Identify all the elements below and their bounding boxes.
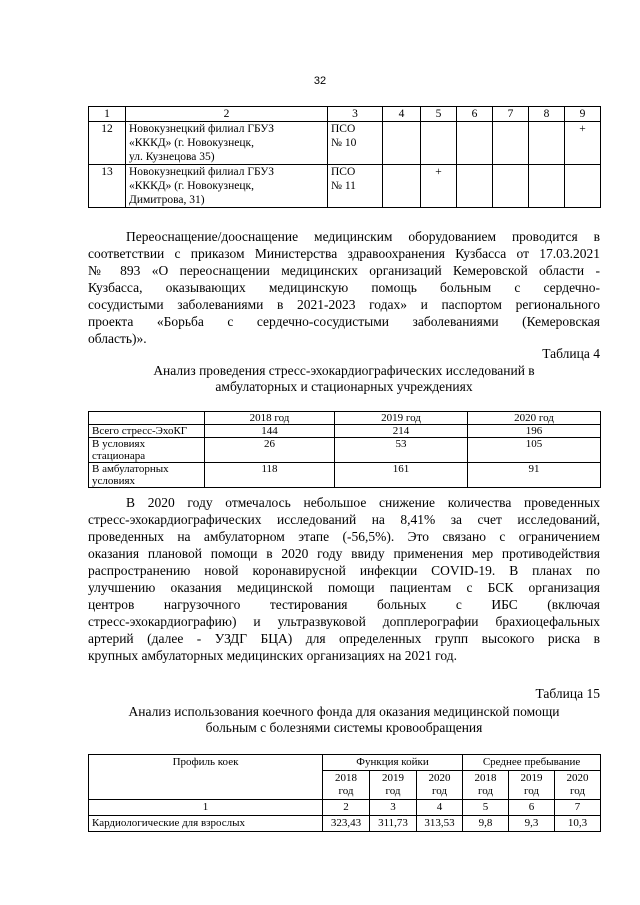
header-cell: 5: [421, 107, 457, 122]
text-line: сосудистыми заболеваниями в 2021-2023 годах» и паспортом регионального: [88, 297, 600, 312]
header-cell: 8: [529, 107, 565, 122]
year-unit: год: [385, 785, 401, 797]
text-line: стресс-эхокардиографию) и ультразвуковой допплерографии брахиоцефальных: [88, 614, 600, 629]
row-label-line: В условиях: [92, 438, 146, 450]
header-cell: 2020 год: [468, 412, 601, 425]
header-year-cell: [463, 771, 509, 800]
text-line: В 2020 году отмечалось небольшое снижение количества проведенных: [126, 495, 600, 510]
column-number: 7: [555, 800, 601, 816]
year-value: 2019: [520, 772, 543, 784]
value-cell: 311,73: [370, 816, 417, 832]
mark-cell: [529, 122, 565, 165]
page-number: 32: [313, 75, 327, 87]
table-title-line: Анализ проведения стресс-эхокардиографических исследований в: [153, 363, 535, 378]
bed-fund-table: [88, 754, 601, 832]
column-number: 3: [370, 800, 417, 816]
year-unit: год: [338, 785, 354, 797]
facility-type-line: ПСО: [331, 123, 356, 135]
column-number: 1: [89, 800, 323, 816]
value-cell: 313,53: [417, 816, 463, 832]
year-value: 2018: [474, 772, 497, 784]
row-label-line: стационара: [92, 450, 146, 462]
header-cell: 4: [383, 107, 421, 122]
table-row: [89, 425, 601, 438]
value-cell: 214: [335, 425, 468, 438]
table-row: [89, 463, 601, 488]
table-title: [88, 704, 600, 736]
value-cell: 9,8: [463, 816, 509, 832]
row-number: 12: [89, 122, 126, 165]
value-cell: 144: [205, 425, 335, 438]
table-label: Таблица 4: [542, 346, 600, 361]
table-header-row: [89, 107, 601, 122]
facility-name-line: «КККД» (г. Новокузнецк,: [129, 137, 254, 149]
row-label: Всего стресс-ЭхоКГ: [89, 425, 205, 438]
value-cell: 105: [468, 438, 601, 463]
paragraph-equipment: [88, 228, 600, 347]
year-unit: год: [570, 785, 586, 797]
mark-cell: [383, 165, 421, 208]
numbering-row: [89, 800, 601, 816]
text-line: Кузбасса, оказывающих медицинскую помощь больным с сердечно-: [88, 280, 600, 295]
table-title-line: Анализ использования коечного фонда для оказания медицинской помощи: [128, 704, 560, 719]
header-cell: 3: [328, 107, 383, 122]
paragraph-analysis: [88, 494, 600, 664]
value-cell: 323,43: [323, 816, 370, 832]
facility-type-cell: [328, 122, 383, 165]
header-year-cell: [509, 771, 555, 800]
stress-echo-table: [88, 411, 601, 488]
mark-cell: +: [421, 165, 457, 208]
value-cell: 53: [335, 438, 468, 463]
text-line: крупных амбулаторных медицинских организациях на 2021 год.: [88, 648, 457, 663]
year-value: 2018: [335, 772, 357, 784]
text-line: соответствии с приказом Министерства здравоохранения Кузбасса от 17.03.2021: [88, 246, 600, 261]
facility-type-line: № 10: [331, 137, 357, 149]
table-row: [89, 165, 601, 208]
year-unit: год: [524, 785, 540, 797]
mark-cell: [457, 122, 493, 165]
header-cell-group: Среднее пребывание: [463, 755, 601, 771]
header-cell: 7: [493, 107, 529, 122]
table-row: [89, 816, 601, 832]
facility-type-line: № 11: [331, 180, 356, 192]
table-header-row: [89, 412, 601, 425]
row-number: 13: [89, 165, 126, 208]
year-value: 2019: [382, 772, 404, 784]
year-value: 2020: [428, 772, 451, 784]
header-cell: 9: [565, 107, 601, 122]
mark-cell: [493, 122, 529, 165]
mark-cell: [457, 165, 493, 208]
text-line: Переоснащение/дооснащение медицинским оборудованием проводится в: [126, 229, 600, 244]
row-label: [89, 438, 205, 463]
value-cell: 196: [468, 425, 601, 438]
table-label: Таблица 15: [535, 686, 600, 701]
mark-cell: [493, 165, 529, 208]
table-row: [89, 438, 601, 463]
header-cell: [89, 412, 205, 425]
table-header-row: [89, 755, 601, 771]
text-line: область)».: [88, 331, 147, 346]
table-title-line: больным с болезнями системы кровообращения: [205, 720, 483, 735]
mark-cell: [565, 165, 601, 208]
facility-name-line: Новокузнецкий филиал ГБУЗ: [129, 166, 274, 178]
year-value: 2020: [566, 772, 589, 784]
profile-cell: Кардиологические для взрослых: [89, 816, 323, 832]
value-cell: 10,3: [555, 816, 601, 832]
column-number: 5: [463, 800, 509, 816]
header-cell: 1: [89, 107, 126, 122]
text-line: проекта «Борьба с сердечно-сосудистыми заболеваниями (Кемеровская: [88, 314, 600, 329]
facility-name-line: Новокузнецкий филиал ГБУЗ: [129, 123, 274, 135]
text-line: № 893 «О переоснащении медицинских организаций Кемеровской области -: [88, 263, 600, 278]
text-line: распространению новой коронавирусной инфекции COVID-19. В планах по: [88, 563, 600, 578]
column-number: 6: [509, 800, 555, 816]
value-cell: 91: [468, 463, 601, 488]
facility-name-cell: [126, 165, 328, 208]
mark-cell: [383, 122, 421, 165]
table-title: [88, 363, 600, 395]
text-line: проведенных на амбулаторном этапе (-56,5%). Это связано с ограничением: [88, 529, 600, 544]
value-cell: 26: [205, 438, 335, 463]
row-label: [89, 463, 205, 488]
facility-type-cell: [328, 165, 383, 208]
mark-cell: +: [565, 122, 601, 165]
header-cell-group: Функция койки: [323, 755, 463, 771]
header-cell: 6: [457, 107, 493, 122]
text-line: улучшению оказания медицинской помощи пациентам с БСК организация: [88, 580, 600, 595]
mark-cell: [421, 122, 457, 165]
facility-type-line: ПСО: [331, 166, 356, 178]
column-number: 2: [323, 800, 370, 816]
facility-name-cell: [126, 122, 328, 165]
header-year-cell: [555, 771, 601, 800]
header-cell: 2: [126, 107, 328, 122]
header-cell: 2018 год: [205, 412, 335, 425]
value-cell: 161: [335, 463, 468, 488]
text-line: стресс-эхокардиографических исследований на 8,41% за счет исследований,: [88, 512, 600, 527]
column-number: 4: [417, 800, 463, 816]
header-cell-profile: Профиль коек: [89, 755, 323, 800]
year-unit: год: [478, 785, 494, 797]
facility-name-line: «КККД» (г. Новокузнецк,: [129, 180, 254, 192]
header-cell: 2019 год: [335, 412, 468, 425]
header-year-cell: [370, 771, 417, 800]
facility-name-line: ул. Кузнецова 35): [129, 151, 215, 163]
mark-cell: [529, 165, 565, 208]
table-title-line: амбулаторных и стационарных учреждениях: [215, 379, 473, 394]
year-unit: год: [431, 785, 448, 797]
value-cell: 118: [205, 463, 335, 488]
text-line: центров нагрузочного тестирования больных с ИБС (включая: [88, 597, 600, 612]
header-year-cell: [417, 771, 463, 800]
continuation-table: [88, 106, 601, 208]
row-label-line: В амбулаторных: [92, 463, 169, 475]
row-label-line: условиях: [92, 475, 136, 487]
text-line: артерий (далее - УЗДГ БЦА) для определенных групп высокого риска в: [88, 631, 600, 646]
header-year-cell: [323, 771, 370, 800]
table-row: [89, 122, 601, 165]
text-line: оказания плановой помощи в 2020 году ввиду применения мер противодействия: [88, 546, 600, 561]
value-cell: 9,3: [509, 816, 555, 832]
facility-name-line: Димитрова, 31): [129, 194, 205, 206]
